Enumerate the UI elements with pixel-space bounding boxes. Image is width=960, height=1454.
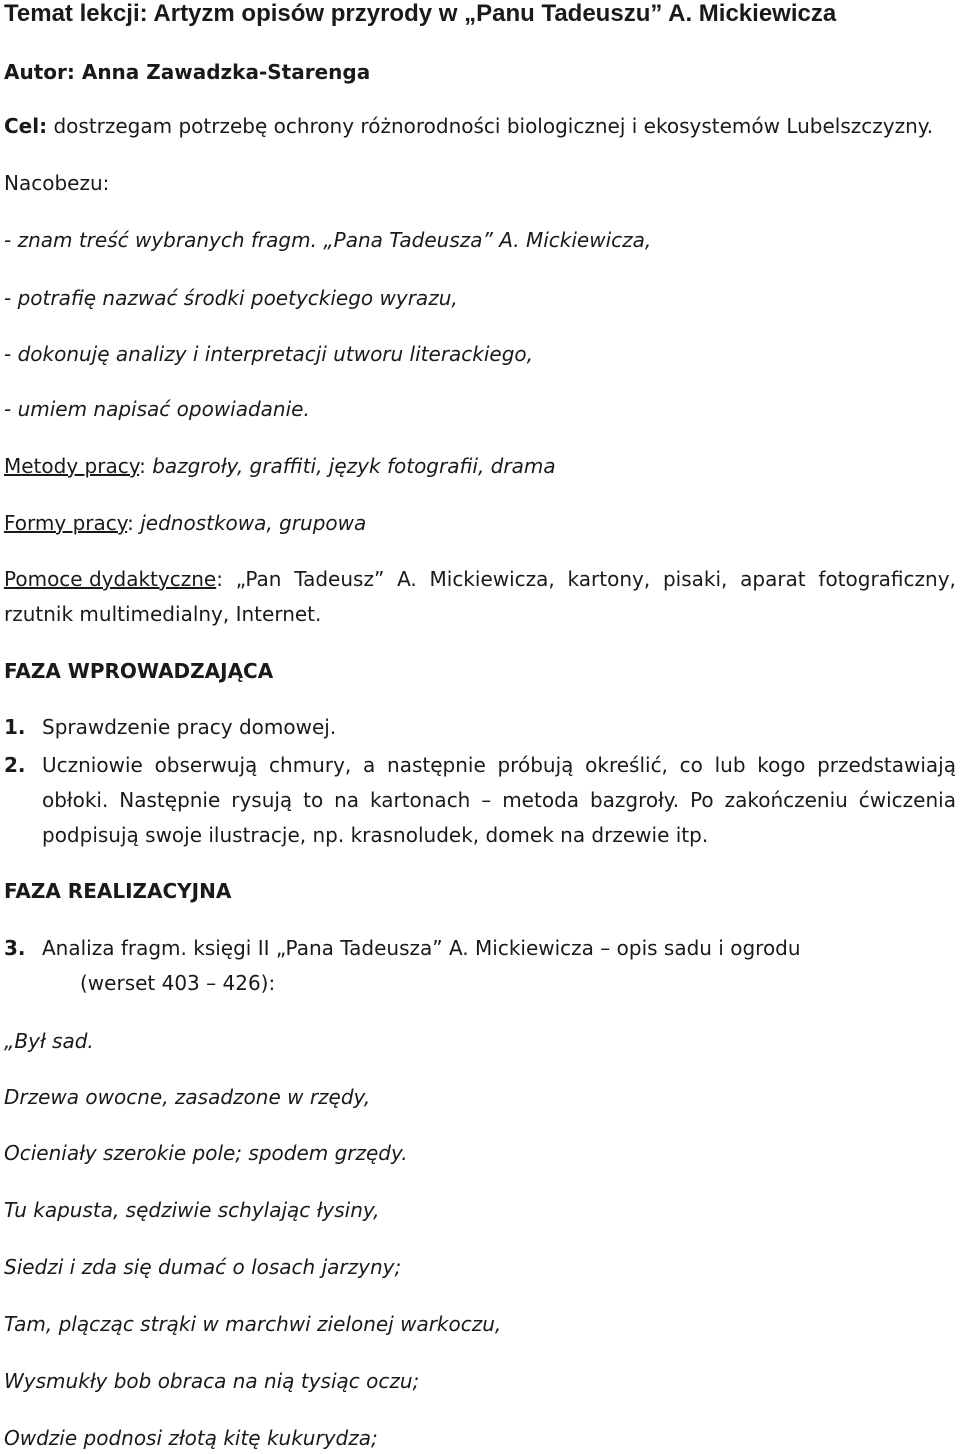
lesson-title: Temat lekcji: Artyzm opisów przyrody w „Panu Tadeuszu” A. Mickiewicza [4, 0, 837, 27]
outcome-item: - dokonuję analizy i interpretacji utworu literackiego, [4, 342, 534, 366]
verse-line: Owdzie podnosi złotą kitę kukurydza; [4, 1426, 378, 1450]
goal-line [4, 115, 933, 138]
step-2-line-2 [42, 789, 956, 812]
step-word: Uczniowie [42, 753, 143, 777]
aids-word: : [216, 567, 223, 591]
step-word: Następnie [119, 788, 221, 812]
step-2-line-3: podpisują swoje ilustracje, np. krasnoludek, domek na drzewie itp. [42, 823, 709, 847]
aids-word: aparat [740, 567, 806, 591]
methods-line [4, 455, 556, 478]
forms-label: Formy pracy [4, 511, 128, 535]
step-word: ćwiczenia [858, 788, 956, 812]
aids-line-2: rzutnik multimedialny, Internet. [4, 602, 322, 626]
step-word: rysują [231, 788, 293, 812]
step-word: kogo [757, 753, 806, 777]
aids-word: A. [397, 567, 417, 591]
step-word: Po [690, 788, 714, 812]
step-word: zakończeniu [724, 788, 848, 812]
forms-line [4, 512, 366, 535]
verse-line: Tam, plącząc strąki w marchwi zielonej warkoczu, [4, 1312, 502, 1336]
verse-line: „Był sad. [4, 1029, 94, 1053]
step-word: to [303, 788, 324, 812]
step-word: chmury, [269, 753, 352, 777]
verse-line: Tu kapusta, sędziwie schylając łysiny, [4, 1198, 380, 1222]
aids-line [4, 568, 956, 591]
phase-intro-heading: FAZA WPROWADZAJĄCA [4, 659, 274, 683]
step-word: a [363, 753, 376, 777]
outcomes-heading: Nacobezu: [4, 171, 110, 195]
step-3 [4, 937, 801, 960]
aids-label-group [4, 568, 223, 591]
step-text: Sprawdzenie pracy domowej. [42, 715, 337, 739]
outcome-item: - umiem napisać opowiadanie. [4, 397, 310, 421]
step-word: przedstawiają [817, 753, 956, 777]
step-number: 3. [4, 936, 26, 960]
step-word: obserwują [154, 753, 258, 777]
aids-word: Tadeusz” [294, 567, 385, 591]
methods-label: Metody pracy [4, 454, 140, 478]
step-word: określić, [585, 753, 668, 777]
step-word: obłoki. [42, 788, 109, 812]
aids-word: „Pan [235, 567, 282, 591]
step-word: kartonach [369, 788, 471, 812]
aids-label: Pomoce dydaktyczne [4, 567, 217, 591]
aids-word: Mickiewicza, [429, 567, 555, 591]
forms-separator: : [127, 511, 141, 535]
step-word: – [481, 788, 492, 812]
verse-line: Ocieniały szerokie pole; spodem grzędy. [4, 1141, 408, 1165]
step-word: co [679, 753, 703, 777]
step-1 [4, 716, 336, 739]
step-word: na [334, 788, 360, 812]
phase-realization-heading: FAZA REALIZACYJNA [4, 879, 232, 903]
methods-separator: : [139, 454, 153, 478]
forms-value: jednostkowa, grupowa [140, 511, 367, 535]
step-word: próbują [497, 753, 574, 777]
step-word: metoda [502, 788, 580, 812]
step-word: następnie [387, 753, 486, 777]
goal-text: dostrzegam potrzebę ochrony różnorodności biologicznej i ekosystemów Lubelszczyzny. [47, 114, 934, 138]
goal-label: Cel: [4, 114, 48, 138]
verse-line: Wysmukły bob obraca na nią tysiąc oczu; [4, 1369, 420, 1393]
step-word: lub [714, 753, 746, 777]
aids-word: pisaki, [662, 567, 728, 591]
verse-line: Siedzi i zda się dumać o losach jarzyny; [4, 1255, 402, 1279]
step-number: 1. [4, 715, 26, 739]
aids-word: kartony, [567, 567, 651, 591]
author-line: Autor: Anna Zawadzka-Starenga [4, 60, 371, 84]
verse-line: Drzewa owocne, zasadzone w rzędy, [4, 1085, 371, 1109]
step-2-line-1 [4, 754, 956, 777]
methods-value: bazgroły, graffiti, język fotografii, drama [152, 454, 556, 478]
outcome-item: - potrafię nazwać środki poetyckiego wyrazu, [4, 286, 458, 310]
step-3-line-2: (werset 403 – 426): [80, 971, 276, 995]
outcome-item: - znam treść wybranych fragm. „Pana Tadeusza” A. Mickiewicza, [4, 228, 652, 252]
aids-word: fotograficzny, [818, 567, 956, 591]
step-2-words-1 [42, 754, 956, 777]
step-text: Analiza fragm. księgi II „Pana Tadeusza” A. Mickiewicza – opis sadu i ogrodu [42, 936, 801, 960]
step-number: 2. [4, 753, 26, 777]
step-word: bazgroły. [589, 788, 680, 812]
